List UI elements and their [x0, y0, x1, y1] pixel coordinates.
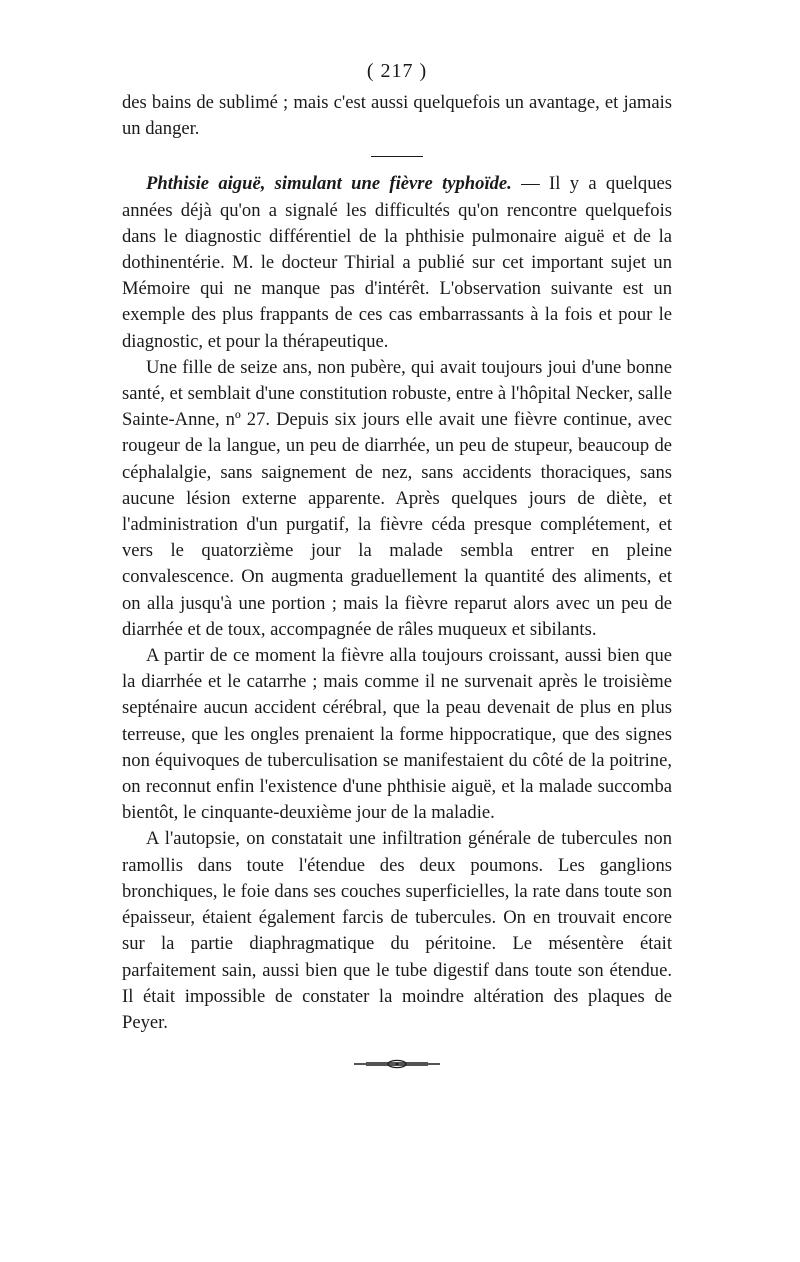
paragraph-continuation: des bains de sublimé ; mais c'est aussi quelquefois un avantage, et jamais un danger. — [122, 92, 672, 140]
paragraph-section-intro — [122, 171, 672, 354]
paragraph-case-history: Une fille de seize ans, non pubère, qui avait toujours joui d'une bonne santé, et semblait d'une constitution robuste, entre à l'hôpital Necker, salle Sainte-Anne, nº 27. Depuis six jours elle avait une fièvre continue, avec rougeur de la langue, un peu de diarrhée, un peu de stupeur, beaucoup de céphalalgie, sans saignement de nez, sans accidents thoraciques, sans aucune lésion externe apparente. Après quelques jours de diète, et l'administration d'un purgatif, la fièvre céda presque complétement, et vers le quatorzième jour la malade sembla entrer en pleine convalescence. On augmenta graduellement la quantité des aliments, et on alla jusqu'à une portion ; mais la fièvre reparut alors avec un peu de diarrhée et de toux, accompagnée de râles muqueux et sibilants. — [122, 356, 672, 640]
page-number: ( 217 ) — [366, 60, 428, 82]
paragraph-disease-course: A partir de ce moment la fièvre alla toujours croissant, aussi bien que la diarrhée et le catarrhe ; mais comme il ne survenait après le troisième septénaire aucun accident cérébral, que la peau devenait de plus en plus terreuse, que les ongles prenaient la forme hippocratique, que des signes non équivoques de tuberculisation se manifestaient du côté de la poitrine, on reconnut enfin l'existence d'une phthisie aiguë, et la malade succomba bientôt, le cinquante-deuxième jour de la maladie. — [122, 645, 672, 824]
end-ornament — [352, 1058, 442, 1070]
section-title: Phthisie aiguë, simulant une fièvre typhoïde. — [146, 173, 512, 195]
paragraph-body: — Il y a quelques années déjà qu'on a signalé les difficultés qu'on rencontre quelquefois dans le diagnostic différentiel de la phthisie pulmonaire aiguë et de la dothinentérie. M. le docteur Thirial a publié sur cet important sujet un Mémoire qui ne manque pas d'intérêt. L'observation suivante est un exemple des plus frappants de ces cas embarrassants à la fois et pour le diagnostic, et pour la thérapeutique. — [122, 173, 673, 352]
book-page — [122, 58, 672, 1070]
section-divider — [371, 156, 423, 157]
paragraph-autopsy: A l'autopsie, on constatait une infiltration générale de tubercules non ramollis dans toute l'étendue des deux poumons. Les ganglions bronchiques, le foie dans ses couches superficielles, la rate dans toute son épaisseur, étaient également farcis de tubercules. On en trouvait encore sur la partie diaphragmatique du péritoine. Le mésentère était parfaitement sain, aussi bien que le tube digestif dans toute son étendue. Il était impossible de constater la moindre altération des plaques de Peyer. — [122, 828, 672, 1033]
